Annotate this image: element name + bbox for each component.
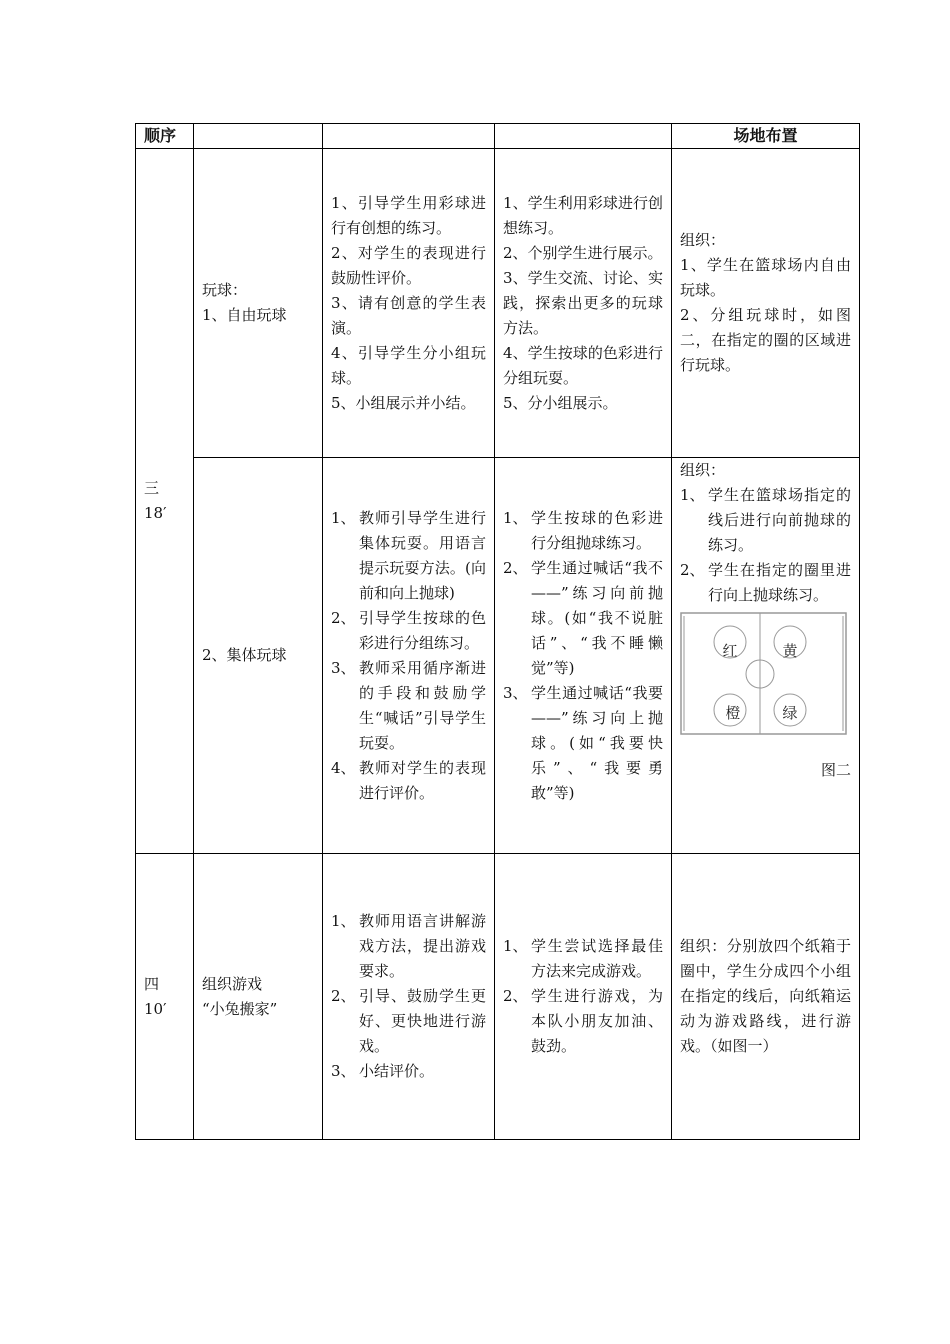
s3r2-teacher-cell (323, 458, 495, 854)
lesson-plan-table (135, 123, 860, 1140)
section3-time: 18′ (144, 504, 167, 522)
s3r1-content-line: 玩球： (202, 281, 248, 299)
label-orange: 橙 (725, 704, 741, 722)
s3r2-student-cell (495, 458, 672, 854)
s3r1-teacher-item: 3、请有创意的学生表演。 (331, 293, 486, 337)
s3r1-content-line: 1、自由玩球 (202, 306, 287, 324)
s3r2-layout-list (680, 483, 851, 608)
court-svg (680, 612, 848, 736)
s3r2-layout-cell (672, 458, 860, 854)
list-item: 2、 学生在指定的圈里进行向上抛球练习。 (680, 561, 851, 604)
s3r2-student-list (503, 506, 663, 806)
label-yellow: 黄 (782, 642, 798, 660)
s3r1-student-item: 5、分小组展示。 (503, 393, 618, 412)
header-sequence: 顺序 (136, 124, 194, 149)
list-item: 3、 学生通过喊话“我要——”练习向上抛球。(如“我要快乐”、“我要勇敢”等) (503, 683, 663, 802)
section3-sequence-cell (136, 149, 194, 854)
header-row (136, 124, 860, 149)
label-red: 红 (722, 642, 738, 660)
list-item: 2、 学生通过喊话“我不——”练习向前抛球。(如“我不说脏话”、“我不睡懒觉”等) (503, 558, 663, 677)
list-item: 3、 小结评价。 (331, 1062, 435, 1080)
s4-content-line: “小兔搬家” (202, 999, 278, 1018)
section4-time: 10′ (144, 999, 167, 1018)
list-item: 1、 教师用语言讲解游戏方法，提出游戏要求。 (331, 912, 486, 980)
s3r1-teacher-item: 2、对学生的表现进行鼓励性评价。 (331, 243, 486, 287)
s3r1-teacher-cell (323, 149, 495, 458)
list-item: 4、 教师对学生的表现进行评价。 (331, 758, 486, 802)
s3r1-teacher-item: 5、小组展示并小结。 (331, 393, 476, 412)
s3r2-content-cell (194, 458, 323, 854)
section4-row (136, 854, 860, 1140)
s4-student-cell (495, 854, 672, 1140)
s3r1-student-item: 1、学生利用彩球进行创想练习。 (503, 193, 663, 237)
s4-content-cell (194, 854, 323, 1140)
s4-teacher-cell (323, 854, 495, 1140)
s4-layout-text: 组织：分别放四个纸箱于圈中，学生分成四个小组在指定的线后，向纸箱运动为游戏路线，进行游戏。（如图一） (680, 937, 851, 1055)
s3r1-layout-line: 组织： (680, 231, 726, 249)
s3r1-student-item: 2、个别学生进行展示。 (503, 243, 663, 262)
court-diagram (680, 612, 851, 736)
section4-seq: 四 (144, 974, 160, 993)
s3r1-teacher-item: 1、引导学生用彩球进行有创想的练习。 (331, 193, 486, 237)
section4-sequence-cell (136, 854, 194, 1140)
section3-row1 (136, 149, 860, 458)
s4-student-list (503, 934, 663, 1059)
s3r1-layout-cell (672, 149, 860, 458)
s3r1-student-item: 4、学生按球的色彩进行分组玩耍。 (503, 343, 663, 387)
header-student (495, 124, 672, 149)
header-teacher (323, 124, 495, 149)
list-item: 2、 学生进行游戏，为本队小朋友加油、鼓劲。 (503, 987, 663, 1055)
s3r1-content-cell (194, 149, 323, 458)
s3r1-layout-line: 1、学生在篮球场内自由玩球。 (680, 256, 851, 299)
header-venue-layout: 场地布置 (672, 124, 860, 149)
section3-row2 (136, 458, 860, 854)
list-item: 3、 教师采用循序渐进的手段和鼓励学生“喊话”引导学生玩耍。 (331, 658, 486, 752)
header-content (194, 124, 323, 149)
label-green: 绿 (782, 704, 798, 722)
section3-seq: 三 (144, 479, 160, 497)
s3r1-student-cell (495, 149, 672, 458)
list-item: 1、 学生尝试选择最佳方法来完成游戏。 (503, 937, 663, 980)
s3r2-layout-title: 组织： (680, 461, 726, 479)
list-item: 2、 引导、鼓励学生更好、更快地进行游戏。 (331, 987, 486, 1055)
s4-teacher-list (331, 909, 486, 1084)
s3r1-student-item: 3、学生交流、讨论、实践，探索出更多的玩球方法。 (503, 268, 663, 337)
list-item: 1、 学生在篮球场指定的线后进行向前抛球的练习。 (680, 486, 851, 554)
figure-caption: 图二 (820, 761, 851, 779)
s4-content-line: 组织游戏 (202, 974, 263, 993)
s3r1-teacher-item: 4、引导学生分小组玩球。 (331, 343, 486, 387)
s3r2-content: 2、集体玩球 (202, 646, 287, 664)
s3r1-layout-line: 2、分组玩球时，如图二，在指定的圈的区域进行玩球。 (680, 306, 851, 374)
s4-layout-cell (672, 854, 860, 1140)
list-item: 2、 引导学生按球的色彩进行分组练习。 (331, 608, 486, 652)
s3r2-teacher-list (331, 506, 486, 806)
list-item: 1、 教师引导学生进行集体玩耍。用语言提示玩耍方法。(向前和向上抛球) (331, 508, 486, 602)
court-outline (681, 613, 846, 734)
list-item: 1、 学生按球的色彩进行分组抛球练习。 (503, 508, 663, 552)
